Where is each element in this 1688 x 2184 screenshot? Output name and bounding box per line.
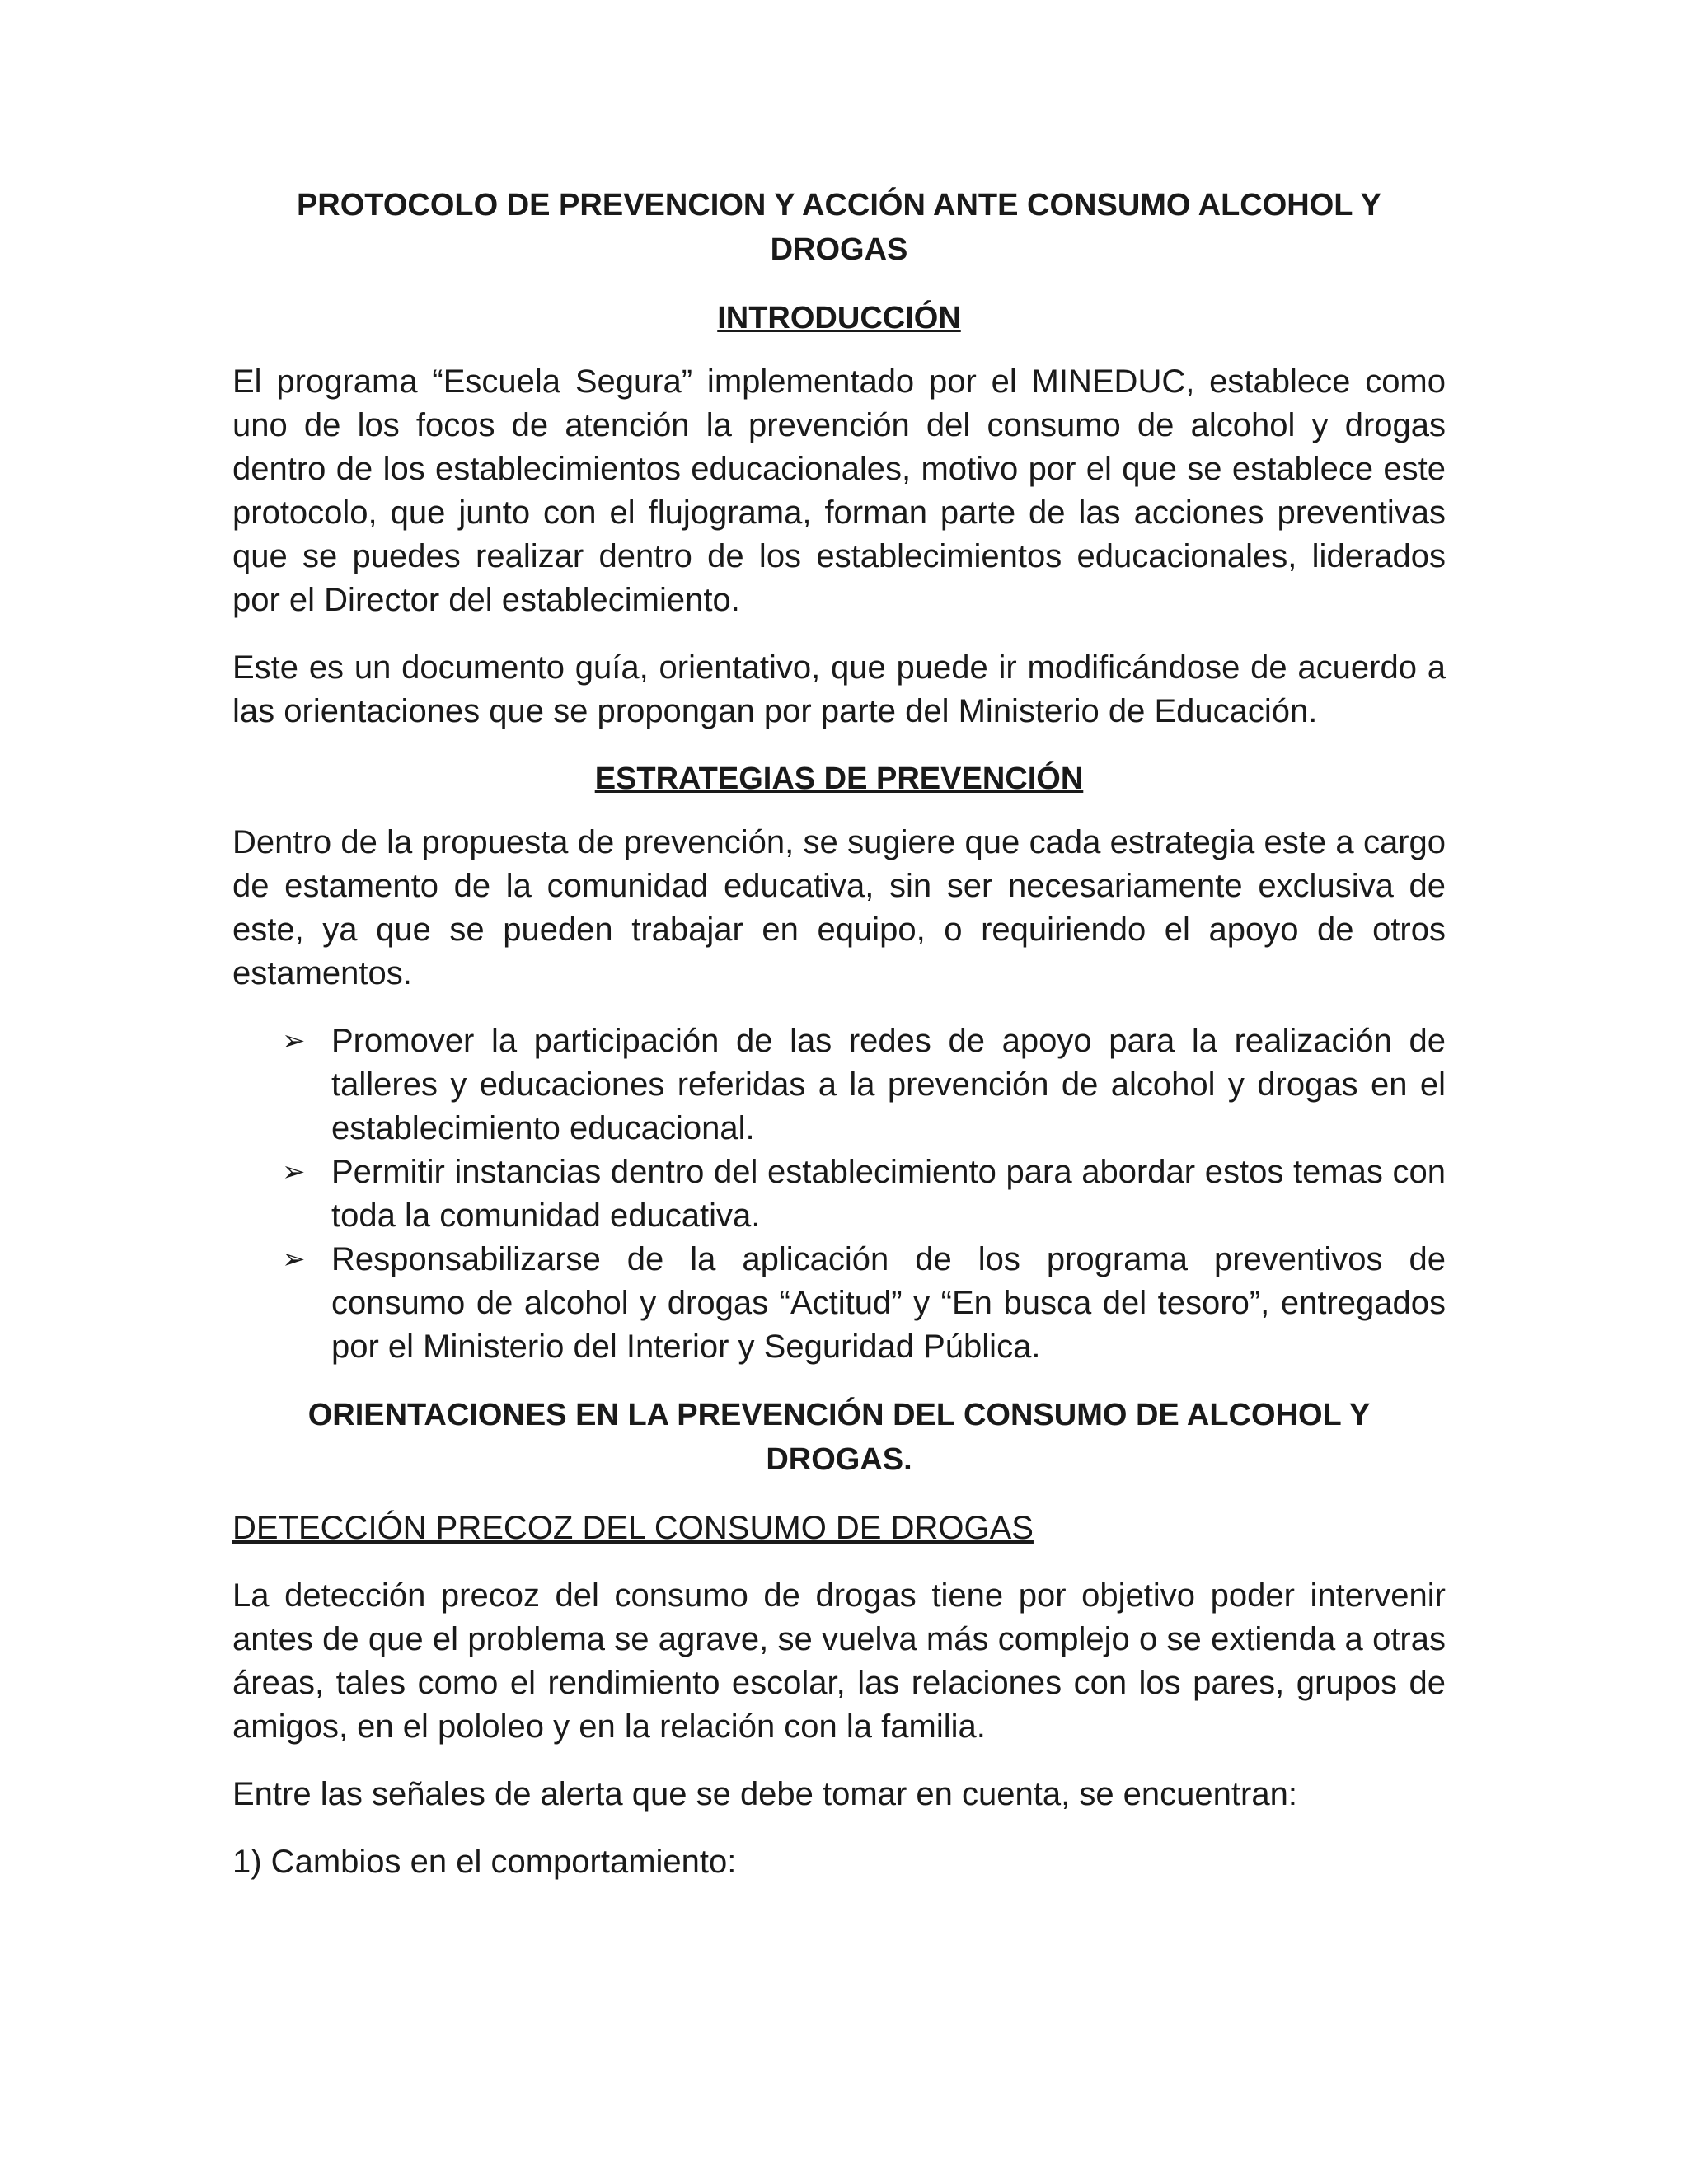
strategies-paragraph: Dentro de la propuesta de prevención, se sugiere que cada estrategia este a cargo de estamento de la comunidad educativa, sin ser necesariamente exclusiva de este, ya que se pueden trabajar en equipo, o requiriendo el apoyo de otros estamentos. [232, 824, 1446, 991]
document-content [232, 183, 1446, 1908]
introduction-heading: INTRODUCCIÓN [717, 301, 961, 335]
list-item [282, 1238, 1446, 1369]
numbered-item-1: 1) Cambios en el comportamiento: [232, 1844, 737, 1880]
strategies-heading: ESTRATEGIAS DE PREVENCIÓN [594, 762, 1084, 796]
introduction-paragraph-2: Este es un documento guía, orientativo, que puede ir modificándose de acuerdo a las orientaciones que se propongan por parte del Ministerio de Educación. [232, 649, 1446, 729]
detection-subheading: DETECCIÓN PRECOZ DEL CONSUMO DE DROGAS [232, 1510, 1034, 1546]
list-item-text: Responsabilizarse de la aplicación de los programa preventivos de consumo de alcohol y drogas “Actitud” y “En busca del tesoro”, entregados por el Ministerio del Interior y Seguridad Pública. [331, 1241, 1446, 1365]
introduction-paragraph-1: El programa “Escuela Segura” implementado por el MINEDUC, establece como uno de los focos de atención la prevención del consumo de alcohol y drogas dentro de los establecimientos educacionales, motivo por el que se establece este protocolo, que junto con el flujograma, forman parte de las acciones preventivas que se puedes realizar dentro de los establecimientos educacionales, liderados por el Director del establecimiento. [232, 363, 1446, 618]
strategies-list [232, 1019, 1446, 1369]
list-item [282, 1019, 1446, 1151]
list-item-text: Promover la participación de las redes de apoyo para la realización de talleres y educaciones referidas a la prevención de alcohol y drogas en el establecimiento educacional. [331, 1023, 1446, 1146]
arrow-bullet-icon: ➢ [282, 1244, 306, 1275]
arrow-bullet-icon: ➢ [282, 1025, 306, 1057]
document-title: PROTOCOLO DE PREVENCION Y ACCIÓN ANTE CONSUMO ALCOHOL Y DROGAS [296, 188, 1382, 267]
orientations-heading: ORIENTACIONES EN LA PREVENCIÓN DEL CONSUMO DE ALCOHOL Y DROGAS. [307, 1398, 1371, 1477]
detection-paragraph-2: Entre las señales de alerta que se debe tomar en cuenta, se encuentran: [232, 1776, 1297, 1812]
arrow-bullet-icon: ➢ [282, 1156, 306, 1188]
list-item-text: Permitir instancias dentro del establecimiento para abordar estos temas con toda la comunidad educativa. [331, 1154, 1446, 1234]
list-item [282, 1151, 1446, 1238]
detection-paragraph-1: La detección precoz del consumo de drogas tiene por objetivo poder intervenir antes de que el problema se agrave, se vuelva más complejo o se extienda a otras áreas, tales como el rendimiento escolar, las relaciones con los pares, grupos de amigos, en el pololeo y en la relación con la familia. [232, 1577, 1446, 1745]
